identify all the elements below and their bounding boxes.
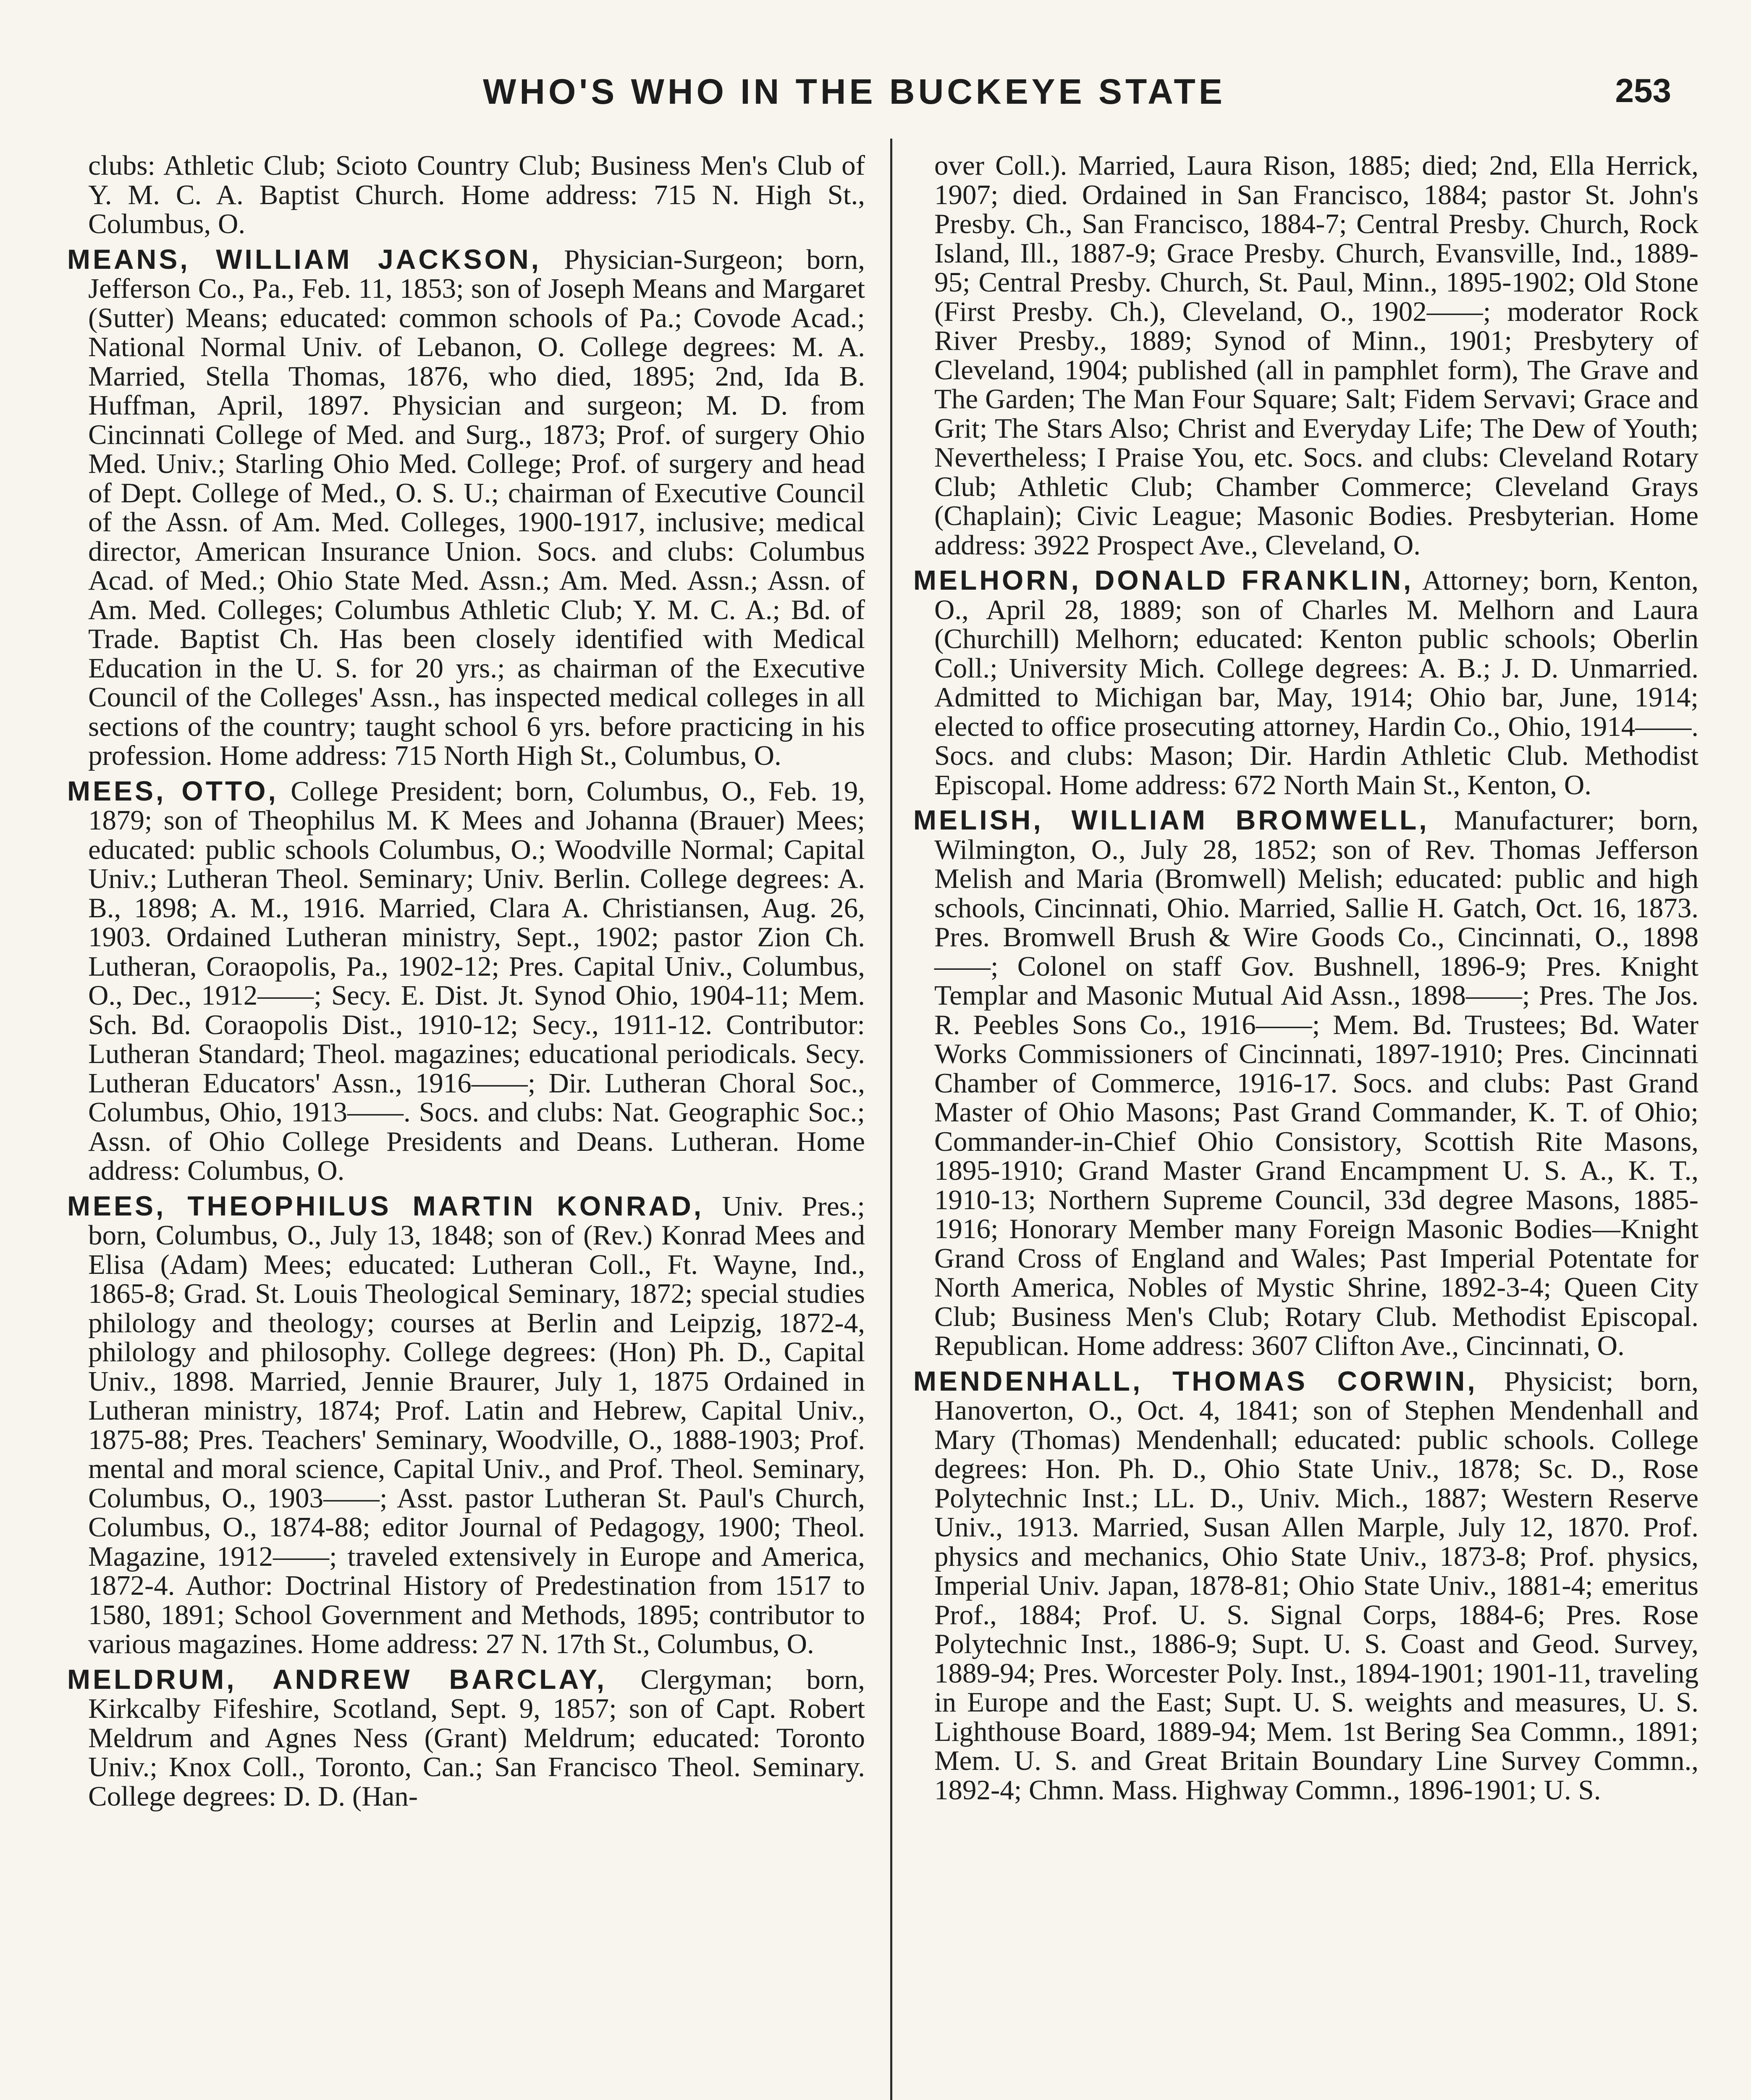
- entry-text: Attorney; born, Kenton, O., April 28, 1889; son of Charles M. Melhorn and Laura (Churchill) Melhorn; educated: Kenton public schools; Oberlin Coll.; University Mich. College degrees: A. B.; J. D. Unmarried. Admitted to Michigan bar, May, 1914; Ohio bar, June, 1914; elected to office prosecuting attorney, Hardin Co., Ohio, 1914——. Socs. and clubs: Mason; Dir. Hardin Athletic Club. Methodist Episcopal. Home address: 672 North Main St., Kenton, O.: [934, 565, 1699, 801]
- entry-name: MEANS, WILLIAM JACKSON,: [67, 243, 542, 275]
- continued-entry-text: clubs: Athletic Club; Scioto Country Club; Business Men's Club of Y. M. C. A. Baptist Church. Home address: 715 N. High St., Columbus, O.: [88, 151, 865, 239]
- entry-text: Manufacturer; born, Wilmington, O., July 28, 1852; son of Rev. Thomas Jefferson Melish and Maria (Bromwell) Melish; educated: public and high schools, Cincinnati, Ohio. Married, Sallie H. Gatch, Oct. 16, 1873. Pres. Bromwell Brush & Wire Goods Co., Cincinnati, O., 1898——; Colonel on staff Gov. Bushnell, 1896-9; Pres. Knight Templar and Masonic Mutual Aid Assn., 1898——; Pres. The Jos. R. Peebles Sons Co., 1916——; Mem. Bd. Trustees; Bd. Water Works Commissioners of Cincinnati, 1897-1910; Pres. Cincinnati Chamber of Commerce, 1916-17. Socs. and clubs: Past Grand Master of Ohio Masons; Past Grand Commander, K. T. of Ohio; Commander-in-Chief Ohio Consistory, Scottish Rite Masons, 1895-1910; Grand Master Grand Encampment U. S. A., K. T., 1910-13; Northern Supreme Council, 33d degree Masons, 1885-1916; Honorary Member many Foreign Masonic Bodies—Knight Grand Cross of England and Wales; Past Imperial Potentate for North America, Nobles of Mystic Shrine, 1892-3-4; Queen City Club; Business Men's Club; Rotary Club. Methodist Episcopal. Republican. Home address: 3607 Clifton Ave., Cincinnati, O.: [934, 805, 1699, 1361]
- entry-text: Clergyman; born, Kirkcalby Fifeshire, Scotland, Sept. 9, 1857; son of Capt. Robert Meldrum and Agnes Ness (Grant) Meldrum; educated: Toronto Univ.; Knox Coll., Toronto, Can.; San Francisco Theol. Seminary. College degrees: D. D. (Han-: [88, 1664, 865, 1812]
- entry-melhorn-donald: [913, 566, 1699, 800]
- entry-melish-william: [913, 806, 1699, 1361]
- running-title: WHO'S WHO IN THE BUCKEYE STATE: [483, 72, 1226, 111]
- entry-name: MEES, THEOPHILUS MARTIN KONRAD,: [67, 1190, 704, 1221]
- left-column: [67, 151, 865, 2100]
- entry-means-william-jackson: [67, 245, 865, 771]
- entry-text: Univ. Pres.; born, Columbus, O., July 13, 1848; son of (Rev.) Konrad Mees and Elisa (Adam) Mees; educated: Lutheran Coll., Ft. Wayne, Ind., 1865-8; Grad. St. Louis Theological Seminary, 1872; special studies philology and theology; courses at Berlin and Leipzig, 1872-4, philology and philosophy. College degrees: (Hon) Ph. D., Capital Univ., 1898. Married, Jennie Braurer, July 1, 1875 Ordained in Lutheran ministry, 1874; Prof. Latin and Hebrew, Capital Univ., 1875-88; Pres. Teachers' Seminary, Woodville, O., 1888-1903; Prof. mental and moral science, Capital Univ., and Prof. Theol. Seminary, Columbus, O., 1903——; Asst. pastor Lutheran St. Paul's Church, Columbus, O., 1874-88; editor Journal of Pedagogy, 1900; Theol. Magazine, 1912——; traveled extensively in Europe and America, 1872-4. Author: Doctrinal History of Predestination from 1517 to 1580, 1891; School Government and Methods, 1895; contributor to various magazines. Home address: 27 N. 17th St., Columbus, O.: [88, 1190, 865, 1659]
- entry-text: College President; born, Columbus, O., Feb. 19, 1879; son of Theophilus M. K Mees and Johanna (Brauer) Mees; educated: public schools Columbus, O.; Woodville Normal; Capital Univ.; Lutheran Theol. Seminary; Univ. Berlin. College degrees: A. B., 1898; A. M., 1916. Married, Clara A. Christiansen, Aug. 26, 1903. Ordained Lutheran ministry, Sept., 1902; pastor Zion Ch. Lutheran, Coraopolis, Pa., 1902-12; Pres. Capital Univ., Columbus, O., Dec., 1912——; Secy. E. Dist. Jt. Synod Ohio, 1904-11; Mem. Sch. Bd. Coraopolis Dist., 1910-12; Secy., 1911-12. Contributor: Lutheran Standard; Theol. magazines; educational periodicals. Secy. Lutheran Educators' Assn., 1916——; Dir. Lutheran Choral Soc., Columbus, Ohio, 1913——. Socs. and clubs: Nat. Geographic Soc.; Assn. of Ohio College Presidents and Deans. Lutheran. Home address: Columbus, O.: [88, 775, 865, 1186]
- continued-entry-text: over Coll.). Married, Laura Rison, 1885; died; 2nd, Ella Herrick, 1907; died. Ordained in San Francisco, 1884; pastor St. John's Presby. Ch., San Francisco, 1884-7; Central Presby. Church, Rock Island, Ill., 1887-9; Grace Presby. Church, Evansville, Ind., 1889-95; Central Presby. Church, St. Paul, Minn., 1895-1902; Old Stone (First Presby. Ch.), Cleveland, O., 1902——; moderator Rock River Presby., 1889; Synod of Minn., 1901; Presbytery of Cleveland, 1904; published (all in pamphlet form), The Grave and The Garden; The Man Four Square; Salt; Fidem Servavi; Grace and Grit; The Stars Also; Christ and Everyday Life; The Dew of Youth; Nevertheless; I Praise You, etc. Socs. and clubs: Cleveland Rotary Club; Athletic Club; Chamber Commerce; Cleveland Grays (Chaplain); Civic League; Masonic Bodies. Presbyterian. Home address: 3922 Prospect Ave., Cleveland, O.: [934, 151, 1699, 561]
- entry-name: MELDRUM, ANDREW BARCLAY,: [67, 1663, 607, 1695]
- entry-name: MELISH, WILLIAM BROMWELL,: [913, 804, 1429, 835]
- entry-text: Physicist; born, Hanoverton, O., Oct. 4, 1841; son of Stephen Mendenhall and Mary (Thomas) Mendenhall; educated: public schools. College degrees: Hon. Ph. D., Ohio State Univ., 1878; Sc. D., Rose Polytechnic Inst.; LL. D., Univ. Mich., 1887; Western Reserve Univ., 1913. Married, Susan Allen Marple, July 12, 1870. Prof. physics and mechanics, Ohio State Univ., 1873-8; Prof. physics, Imperial Univ. Japan, 1878-81; Ohio State Univ., 1881-4; emeritus Prof., 1884; Prof. U. S. Signal Corps, 1884-6; Pres. Rose Polytechnic Inst., 1886-9; Supt. U. S. Coast and Geod. Survey, 1889-94; Pres. Worcester Poly. Inst., 1894-1901; 1901-11, traveling in Europe and the East; Supt. U. S. weights and measures, U. S. Lighthouse Board, 1889-94; Mem. 1st Bering Sea Commn., 1891; Mem. U. S. and Great Britain Boundary Line Survey Commn., 1892-4; Chmn. Mass. Highway Commn., 1896-1901; U. S.: [934, 1365, 1699, 1806]
- entry-name: MEES, OTTO,: [67, 775, 278, 806]
- page-header: [63, 63, 1701, 126]
- entry-meldrum-andrew: [67, 1665, 865, 1811]
- page-number: 253: [1615, 72, 1671, 109]
- entry-mendenhall-thomas: [913, 1367, 1699, 1805]
- entry-name: MELHORN, DONALD FRANKLIN,: [913, 564, 1414, 596]
- entry-mees-theophilus: [67, 1192, 865, 1659]
- entry-mees-otto: [67, 777, 865, 1186]
- entry-text: Physician-Surgeon; born, Jefferson Co., Pa., Feb. 11, 1853; son of Joseph Means and Margaret (Sutter) Means; educated: common schools of Pa.; Covode Acad.; National Normal Univ. of Lebanon, O. College degrees: M. A. Married, Stella Thomas, 1876, who died, 1895; 2nd, Ida B. Huffman, April, 1897. Physician and surgeon; M. D. from Cincinnati College of Med. and Surg., 1873; Prof. of surgery Ohio Med. Univ.; Starling Ohio Med. College; Prof. of surgery and head of Dept. College of Med., O. S. U.; chairman of Executive Council of the Assn. of Am. Med. Colleges, 1900-1917, inclusive; medical director, American Insurance Union. Socs. and clubs: Columbus Acad. of Med.; Ohio State Med. Assn.; Am. Med. Assn.; Assn. of Am. Med. Colleges; Columbus Athletic Club; Y. M. C. A.; Bd. of Trade. Baptist Ch. Has been closely identified with Medical Education in the U. S. for 20 yrs.; as chairman of the Executive Council of the Colleges' Assn., has inspected medical colleges in all sections of the country; taught school 6 yrs. before practicing in his profession. Home address: 715 North High St., Columbus, O.: [88, 244, 865, 771]
- column-divider: [890, 139, 892, 2100]
- right-column: [913, 151, 1699, 2100]
- entry-name: MENDENHALL, THOMAS CORWIN,: [913, 1365, 1478, 1396]
